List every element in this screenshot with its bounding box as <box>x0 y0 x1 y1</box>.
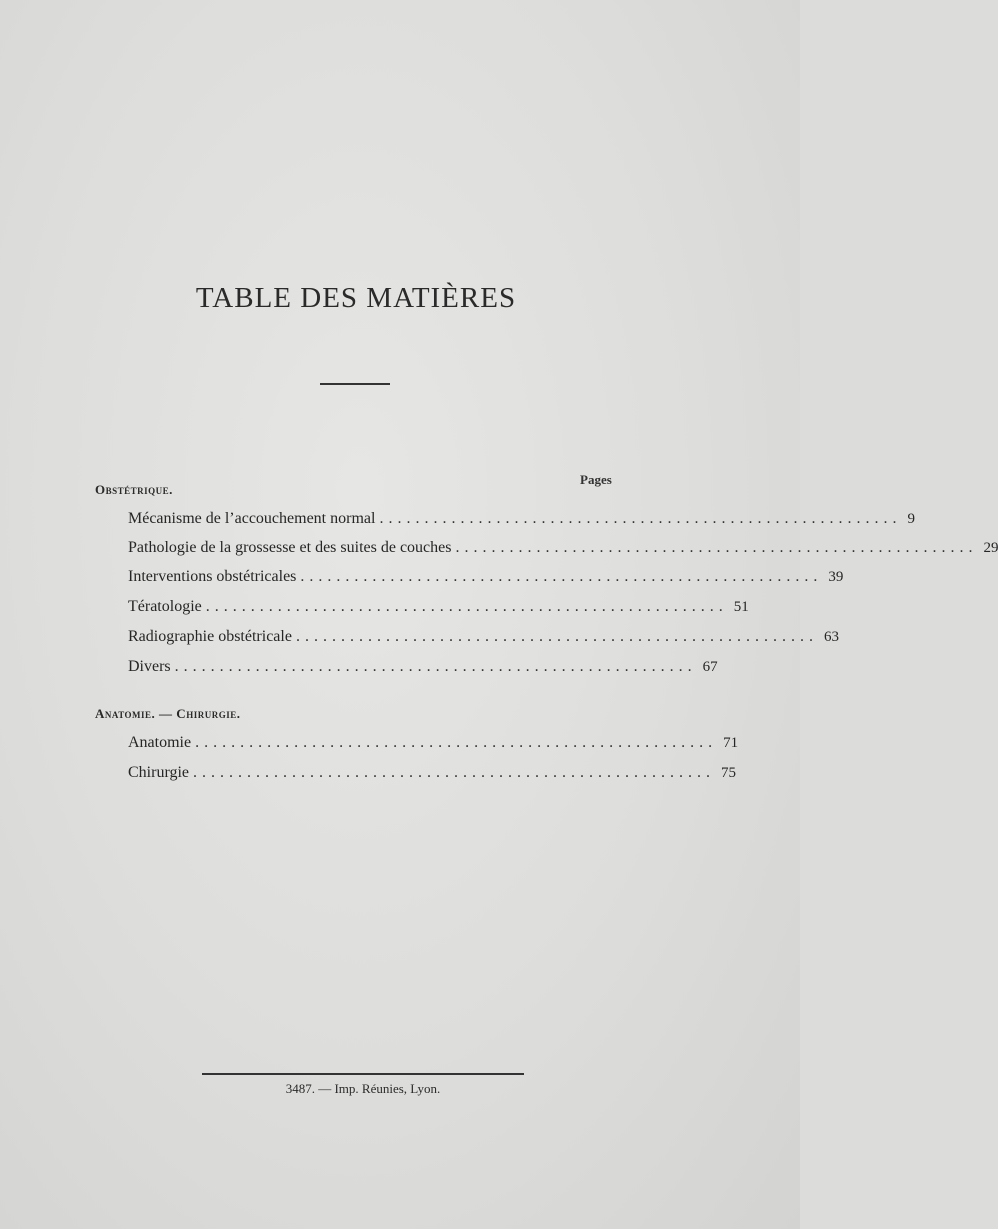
toc-entry-page: 75 <box>721 765 737 781</box>
toc-entry <box>128 734 739 760</box>
toc-entry-label: Tératologie <box>128 598 202 615</box>
toc-entry-page: 39 <box>828 569 844 585</box>
dot-leader: .......................................................... <box>455 539 978 556</box>
toc-entry-label: Divers <box>128 658 171 675</box>
section-heading-obstetrique: Obstétrique. <box>95 482 173 497</box>
section-heading-anatomie-chirurgie: Anatomie. — Chirurgie. <box>95 706 241 721</box>
toc-entry-page: 29 <box>983 540 998 556</box>
dot-leader: .......................................................... <box>193 764 716 781</box>
toc-entry-page: 9 <box>907 511 915 527</box>
toc-entry-page: 51 <box>733 599 749 615</box>
toc-entry-label: Anatomie <box>128 734 192 751</box>
pages-column-label: Pages <box>580 472 612 487</box>
dot-leader: .......................................................... <box>300 568 823 585</box>
toc-entry-page: 71 <box>723 735 739 751</box>
toc-entry <box>128 510 915 536</box>
toc-entry <box>128 628 839 654</box>
printer-imprint: 3487. — Imp. Réunies, Lyon. <box>285 1081 441 1096</box>
toc-entry <box>128 764 737 790</box>
dot-leader: .......................................................... <box>379 510 902 527</box>
dot-leader: .......................................................... <box>205 598 728 615</box>
dot-leader: .......................................................... <box>195 734 718 751</box>
toc-entry-label: Pathologie de la grossesse et des suites de couches <box>128 539 452 556</box>
toc-entry-page: 67 <box>702 659 718 675</box>
page-title: TABLE DES MATIÈRES <box>195 282 517 314</box>
toc-entry-page: 63 <box>823 629 839 645</box>
toc-entry <box>128 658 718 684</box>
toc-entry <box>128 539 998 565</box>
toc-entry-label: Mécanisme de l’accouchement normal <box>128 510 376 527</box>
toc-entry <box>128 568 844 594</box>
dot-leader: .......................................................... <box>174 658 697 675</box>
title-divider <box>320 383 390 385</box>
footer-divider <box>202 1073 524 1075</box>
toc-entry-label: Chirurgie <box>128 764 190 781</box>
dot-leader: .......................................................... <box>295 628 818 645</box>
toc-entry-label: Radiographie obstétricale <box>128 628 292 645</box>
toc-entry-label: Interventions obstétricales <box>128 568 297 585</box>
toc-entry <box>128 598 749 624</box>
